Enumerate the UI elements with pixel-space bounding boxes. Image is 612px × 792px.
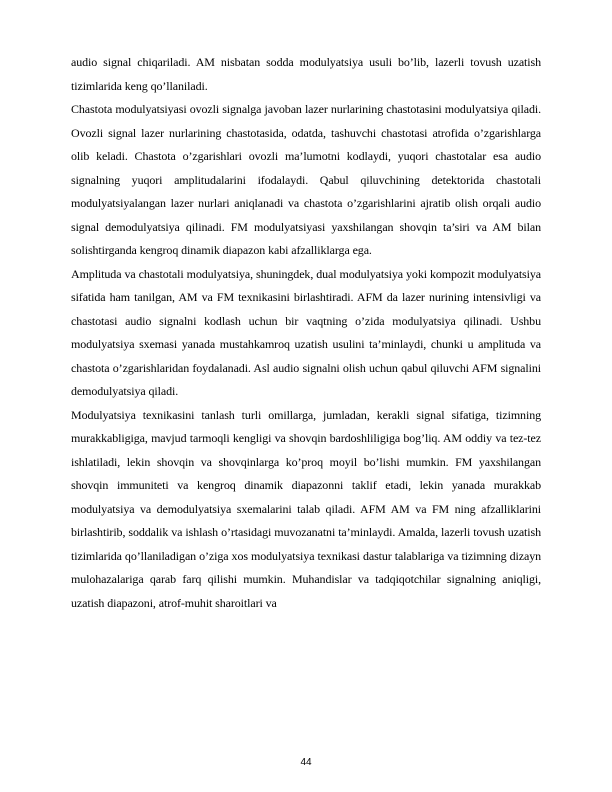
document-body bbox=[71, 51, 541, 615]
paragraph-1: audio signal chiqariladi. AM nisbatan sodda modulyatsiya usuli bo’lib, lazerli tovush uzatish tizimlarida keng qo’llaniladi. bbox=[71, 55, 541, 93]
page-number: 44 bbox=[300, 757, 312, 768]
paragraph-4: Modulyatsiya texnikasini tanlash turli omillarga, jumladan, kerakli signal sifatiga, tizimning murakkabligiga, mavjud tarmoqli kengligi va shovqin bardoshliligiga bog’liq. AM oddiy va tez-tez ishlatiladi, lekin shovqin va shovqinlarga ko’proq moyil bo’lishi mumkin. FM yaxshilangan shovqin immuniteti va kengroq dinamik diapazonni taklif etadi, lekin yanada murakkab modulyatsiya va demodulyatsiya sxemalarini talab qiladi. AFM AM va FM ning afzalliklarini birlashtirib, soddalik va ishlash o’rtasidagi muvozanatni ta’minlaydi. Amalda, lazerli tovush uzatish tizimlarida qo’llaniladigan o’ziga xos modulyatsiya texnikasi dastur talablariga va tizimning dizayn mulohazalariga qarab farq qilishi mumkin. Muhandislar va tadqiqotchilar signalning aniqligi, uzatish diapazoni, atrof-muhit sharoitlari va bbox=[71, 407, 541, 610]
paragraph-2: Chastota modulyatsiyasi ovozli signalga javoban lazer nurlarining chastotasini modulyatsiya qiladi. Ovozli signal lazer nurlarining chastotasida, odatda, tashuvchi chastotasi atrofida o’zgarishlarga olib keladi. Chastota o’zgarishlari ovozli ma’lumotni kodlaydi, yuqori chastotalar esa audio signalning yuqori amplitudalarini ifodalaydi. Qabul qiluvchining detektorida chastotali modulyatsiyalangan lazer nurlari aniqlanadi va chastota o’zgarishlarini ajratib olish orqali audio signal demodulyatsiya qilinadi. FM modulyatsiyasi yaxshilangan shovqin ta’siri va AM bilan solishtirganda kengroq dinamik diapazon kabi afzalliklarga ega. bbox=[71, 102, 541, 257]
paragraph-3: Amplituda va chastotali modulyatsiya, shuningdek, dual modulyatsiya yoki kompozit modulyatsiya sifatida ham tanilgan, AM va FM texnikasini birlashtiradi. AFM da lazer nurining intensivligi va chastotasi audio signalni kodlash uchun bir vaqtning o’zida modulyatsiya qilinadi. Ushbu modulyatsiya sxemasi yanada mustahkamroq uzatish usulini ta’minlaydi, chunki u amplituda va chastota o’zgarishlaridan foydalanadi. Asl audio signalni olish uchun qabul qiluvchi AFM signalini demodulyatsiya qiladi. bbox=[71, 266, 541, 398]
